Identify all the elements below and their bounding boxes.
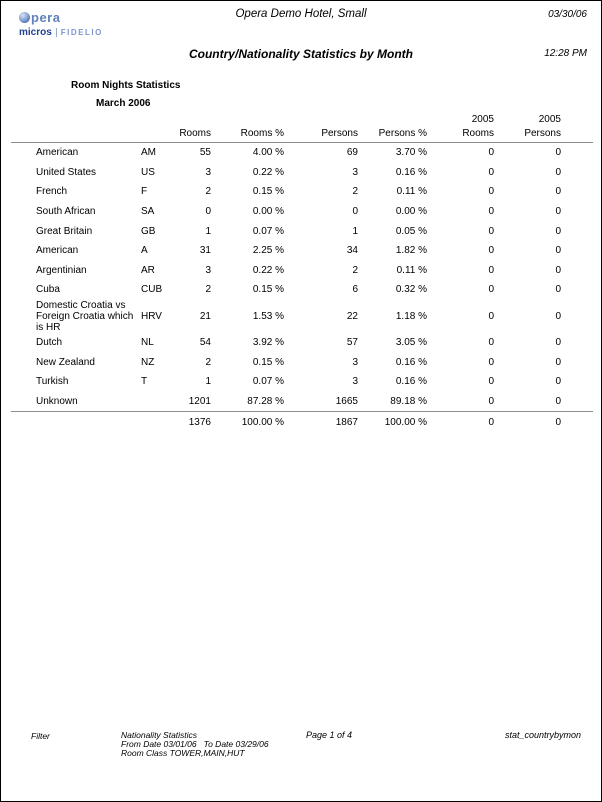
table-row	[11, 352, 593, 372]
page-number: Page 1 of 4	[306, 730, 353, 740]
persons-pct-value: 0.16 %	[395, 356, 427, 368]
rooms-pct-value: 0.07 %	[252, 225, 284, 237]
totals-row	[11, 412, 593, 434]
rooms-value: 1201	[188, 395, 211, 407]
table-header	[11, 111, 593, 143]
2005-persons-value: 0	[555, 356, 561, 368]
rooms-pct-value: 0.15 %	[252, 284, 284, 296]
totals-2005-rooms: 0	[427, 412, 494, 434]
rooms-pct-value: 0.15 %	[252, 356, 284, 368]
2005-rooms-value: 0	[488, 395, 494, 407]
report-id: stat_countrybymon	[504, 730, 581, 740]
persons-value: 6	[352, 284, 358, 296]
print-date: 03/30/06	[548, 9, 587, 20]
section-title: Room Nights Statistics	[71, 80, 181, 91]
header-country	[11, 125, 141, 143]
persons-value: 3	[352, 376, 358, 388]
header-year-row	[11, 111, 593, 125]
persons-value: 2	[352, 264, 358, 276]
persons-pct-value: 0.05 %	[395, 225, 427, 237]
2005-persons-value: 0	[555, 206, 561, 218]
header-rooms: Rooms	[171, 125, 211, 143]
2005-persons-value: 0	[555, 337, 561, 349]
totals-2005-persons: 0	[494, 412, 593, 434]
persons-pct-value: 0.16 %	[395, 376, 427, 388]
country-name: Domestic Croatia vs Foreign Croatia which is HR	[36, 299, 134, 333]
header-2005-persons: Persons	[494, 125, 593, 143]
section-month: March 2006	[96, 98, 151, 109]
filter-label: Filter	[31, 731, 50, 741]
2005-rooms-value: 0	[488, 337, 494, 349]
2005-persons-value: 0	[555, 245, 561, 257]
rooms-value: 55	[199, 147, 211, 159]
header-persons: Persons	[284, 125, 358, 143]
persons-value: 57	[346, 337, 358, 349]
header-spacer	[11, 111, 427, 125]
country-name: Great Britain	[36, 225, 93, 237]
persons-pct-value: 1.82 %	[395, 245, 427, 257]
print-time: 12:28 PM	[544, 48, 587, 59]
2005-rooms-value: 0	[488, 264, 494, 276]
2005-rooms-value: 0	[488, 376, 494, 388]
country-name: Dutch	[36, 337, 63, 349]
filter-room-class: Room Class TOWER,MAIN,HUT	[121, 748, 245, 758]
2005-rooms-value: 0	[488, 166, 494, 178]
country-code: NL	[141, 337, 154, 349]
rooms-value: 31	[199, 245, 211, 257]
table-row	[11, 163, 593, 183]
persons-value: 3	[352, 356, 358, 368]
country-code: SA	[141, 206, 155, 218]
rooms-value: 21	[199, 310, 211, 322]
table-row	[11, 221, 593, 241]
country-code: NZ	[141, 356, 155, 368]
country-code	[141, 392, 171, 412]
2005-persons-value: 0	[555, 395, 561, 407]
country-name: New Zealand	[36, 356, 95, 368]
country-name: Unknown	[36, 395, 78, 407]
hotel-name: Opera Demo Hotel, Small	[235, 8, 367, 20]
country-code: GB	[141, 225, 156, 237]
rooms-pct-value: 4.00 %	[252, 147, 284, 159]
persons-value: 1	[352, 225, 358, 237]
persons-value: 0	[352, 206, 358, 218]
country-name: Turkish	[36, 376, 69, 388]
table-row	[11, 143, 593, 163]
country-code: CUB	[141, 284, 163, 296]
rooms-value: 0	[205, 206, 211, 218]
filter-date-range: From Date 03/01/06 To Date 03/29/06	[121, 739, 269, 749]
2005-rooms-value: 0	[488, 245, 494, 257]
report-title: Country/Nationality Statistics by Month	[188, 47, 413, 61]
rooms-value: 2	[205, 186, 211, 198]
rooms-pct-value: 1.53 %	[252, 310, 284, 322]
header-2005-rooms: Rooms	[427, 125, 494, 143]
2005-persons-value: 0	[555, 147, 561, 159]
country-name: South African	[36, 206, 96, 218]
table-row	[11, 261, 593, 281]
table-row	[11, 182, 593, 202]
2005-rooms-value: 0	[488, 356, 494, 368]
header-rooms-pct: Rooms %	[211, 125, 284, 143]
persons-value: 1665	[335, 395, 358, 407]
country-name: Cuba	[36, 284, 60, 296]
2005-persons-value: 0	[555, 186, 561, 198]
logo-divider	[56, 28, 57, 37]
persons-pct-value: 3.05 %	[395, 337, 427, 349]
2005-persons-value: 0	[555, 166, 561, 178]
rooms-pct-value: 0.07 %	[252, 376, 284, 388]
table-body	[11, 143, 593, 412]
fidelio-wordmark: FIDELIO	[60, 28, 103, 37]
2005-rooms-value: 0	[488, 310, 494, 322]
rooms-pct-value: 0.22 %	[252, 264, 284, 276]
country-name: United States	[36, 166, 97, 178]
persons-value: 34	[346, 245, 358, 257]
table-row	[11, 333, 593, 353]
totals-persons-pct: 100.00 %	[358, 412, 427, 434]
country-code: AM	[141, 147, 156, 159]
2005-persons-value: 0	[555, 376, 561, 388]
persons-pct-value: 0.00 %	[395, 206, 427, 218]
header-persons-pct: Persons %	[358, 125, 427, 143]
totals-rooms: 1376	[171, 412, 211, 434]
rooms-value: 1	[205, 225, 211, 237]
persons-pct-value: 0.11 %	[396, 264, 427, 276]
table-row	[11, 392, 593, 412]
rooms-value: 3	[205, 264, 211, 276]
persons-value: 22	[346, 310, 358, 322]
rooms-value: 3	[205, 166, 211, 178]
micros-wordmark: micros	[19, 27, 52, 38]
2005-persons-value: 0	[555, 284, 561, 296]
header-2005-persons-year: 2005	[538, 114, 561, 125]
country-code: T	[141, 376, 148, 388]
persons-value: 69	[346, 147, 358, 159]
rooms-pct-value: 0.22 %	[252, 166, 284, 178]
persons-pct-value: 3.70 %	[395, 147, 427, 159]
filter-details	[121, 731, 269, 758]
country-code: AR	[141, 264, 155, 276]
rooms-pct-value: 2.25 %	[252, 245, 284, 257]
opera-wordmark: pera	[31, 10, 61, 25]
rooms-value: 2	[205, 284, 211, 296]
2005-persons-value: 0	[555, 264, 561, 276]
country-code: F	[141, 186, 148, 198]
2005-rooms-value: 0	[488, 186, 494, 198]
country-name: Argentinian	[36, 264, 87, 276]
2005-persons-value: 0	[555, 225, 561, 237]
persons-value: 2	[352, 186, 358, 198]
country-code: A	[141, 245, 148, 257]
rooms-value: 54	[199, 337, 211, 349]
country-name: American	[36, 147, 79, 159]
2005-rooms-value: 0	[488, 206, 494, 218]
table-row	[11, 300, 593, 333]
persons-pct-value: 0.11 %	[396, 186, 427, 198]
persons-pct-value: 89.18 %	[390, 395, 427, 407]
2005-rooms-value: 0	[488, 225, 494, 237]
header-2005-rooms-year: 2005	[471, 114, 494, 125]
header-code	[141, 125, 171, 143]
rooms-value: 2	[205, 356, 211, 368]
totals-spacer	[11, 412, 141, 434]
micros-fidelio-logo	[19, 27, 103, 38]
persons-value: 3	[352, 166, 358, 178]
2005-persons-value: 0	[555, 310, 561, 322]
header-label-row	[11, 125, 593, 143]
rooms-pct-value: 0.15 %	[252, 186, 284, 198]
country-code: US	[141, 166, 155, 178]
country-name: French	[36, 186, 68, 198]
table-row	[11, 372, 593, 392]
statistics-table	[11, 111, 593, 433]
rooms-pct-value: 3.92 %	[252, 337, 284, 349]
2005-rooms-value: 0	[488, 284, 494, 296]
rooms-pct-value: 0.00 %	[252, 206, 284, 218]
table-row	[11, 202, 593, 222]
totals-persons: 1867	[284, 412, 358, 434]
country-code: HRV	[141, 310, 162, 322]
rooms-value: 1	[205, 376, 211, 388]
table-row	[11, 241, 593, 261]
totals-rooms-pct: 100.00 %	[211, 412, 284, 434]
country-name: American	[36, 245, 79, 257]
rooms-pct-value: 87.28 %	[247, 395, 284, 407]
table-row	[11, 280, 593, 300]
persons-pct-value: 0.32 %	[395, 284, 427, 296]
2005-rooms-value: 0	[488, 147, 494, 159]
persons-pct-value: 1.18 %	[395, 310, 427, 322]
persons-pct-value: 0.16 %	[395, 166, 427, 178]
filter-report-name: Nationality Statistics	[121, 730, 198, 740]
